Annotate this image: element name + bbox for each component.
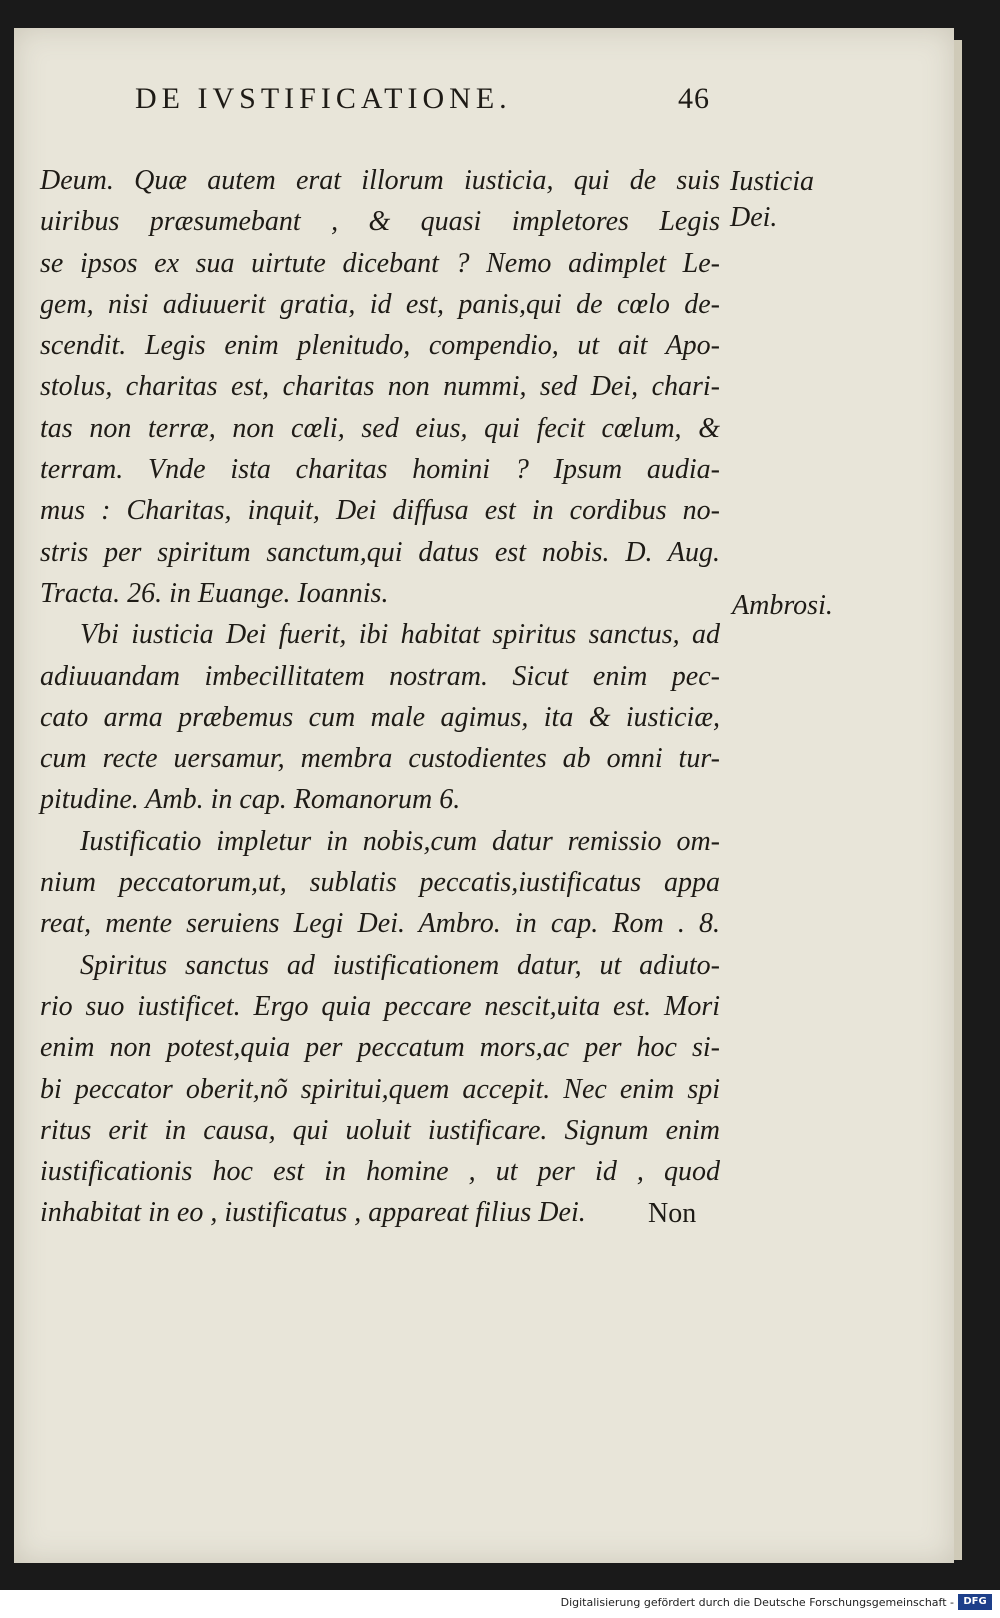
text-line: nium peccatorum,ut, sublatis peccatis,iustificatus appa — [40, 867, 720, 899]
text-line: Vbi iusticia Dei fuerit, ibi habitat spiritus sanctus, ad — [80, 619, 720, 651]
text-line: iustificationis hoc est in homine , ut per id , quod — [40, 1156, 720, 1188]
text-line: pitudine. Amb. in cap. Romanorum 6. — [40, 784, 461, 816]
text-line: tas non terræ, non cœli, sed eius, qui fecit cœlum, & — [40, 412, 720, 444]
digitization-credit: Digitalisierung gefördert durch die Deutsche Forschungsgemeinschaft - — [560, 1596, 954, 1609]
text-line: uiribus præsumebant , & quasi impletores Legis — [40, 206, 720, 238]
text-line: adiuuandam imbecillitatem nostram. Sicut enim pec- — [40, 660, 720, 692]
text-line: se ipsos ex sua uirtute dicebant ? Nemo adimplet Le- — [40, 247, 720, 279]
text-line: scendit. Legis enim plenitudo, compendio, ut ait Apo- — [40, 330, 720, 362]
text-line: mus : Charitas, inquit, Dei diffusa est in cordibus no- — [40, 495, 720, 527]
text-line: enim non potest,quia per peccatum mors,ac per hoc si- — [40, 1032, 720, 1064]
catchword: Non — [648, 1198, 697, 1229]
text-line: rio suo iustificet. Ergo quia peccare nescit,uita est. Mori — [40, 990, 720, 1022]
margin-note-line: Dei. — [730, 202, 778, 233]
text-line: Spiritus sanctus ad iustificationem datur, ut adiuto- — [80, 949, 720, 981]
running-title: DE IVSTIFICATIONE. — [135, 82, 512, 115]
text-line: bi peccator oberit,nõ spiritui,quem accepit. Nec enim spi — [40, 1073, 720, 1105]
margin-note-line: Iusticia — [730, 166, 814, 197]
text-line: terram. Vnde ista charitas homini ? Ipsum audia- — [40, 454, 720, 486]
text-line: gem, nisi adiuuerit gratia, id est, panis,qui de cœlo de- — [40, 288, 720, 320]
margin-note-ambrosi: Ambrosi. — [732, 590, 833, 621]
text-line: Tracta. 26. in Euange. Ioannis. — [40, 577, 389, 609]
margin-note-iusticia — [730, 164, 814, 236]
running-header — [120, 82, 720, 122]
text-line: inhabitat in eo , iustificatus , appareat filius Dei. — [40, 1197, 586, 1229]
page-number: 46 — [678, 82, 710, 115]
text-line: Deum. Quæ autem erat illorum iusticia, qui de suis — [40, 165, 720, 196]
text-line: cum recte uersamur, membra custodientes ab omni tur- — [40, 743, 720, 775]
text-line: ritus erit in causa, qui uoluit iustificare. Signum enim — [40, 1114, 720, 1146]
text-line: Iustificatio impletur in nobis,cum datur remissio om- — [80, 825, 720, 857]
text-line: reat, mente seruiens Legi Dei. Ambro. in cap. Rom . 8. — [40, 908, 720, 940]
dfg-logo: DFG — [958, 1594, 992, 1610]
text-line: cato arma præbemus cum male agimus, ita & iusticiæ, — [40, 701, 720, 733]
main-text — [40, 160, 720, 1234]
text-line: stris per spiritum sanctum,qui datus est nobis. D. Aug. — [40, 536, 720, 568]
text-line: stolus, charitas est, charitas non nummi, sed Dei, chari- — [40, 371, 720, 403]
